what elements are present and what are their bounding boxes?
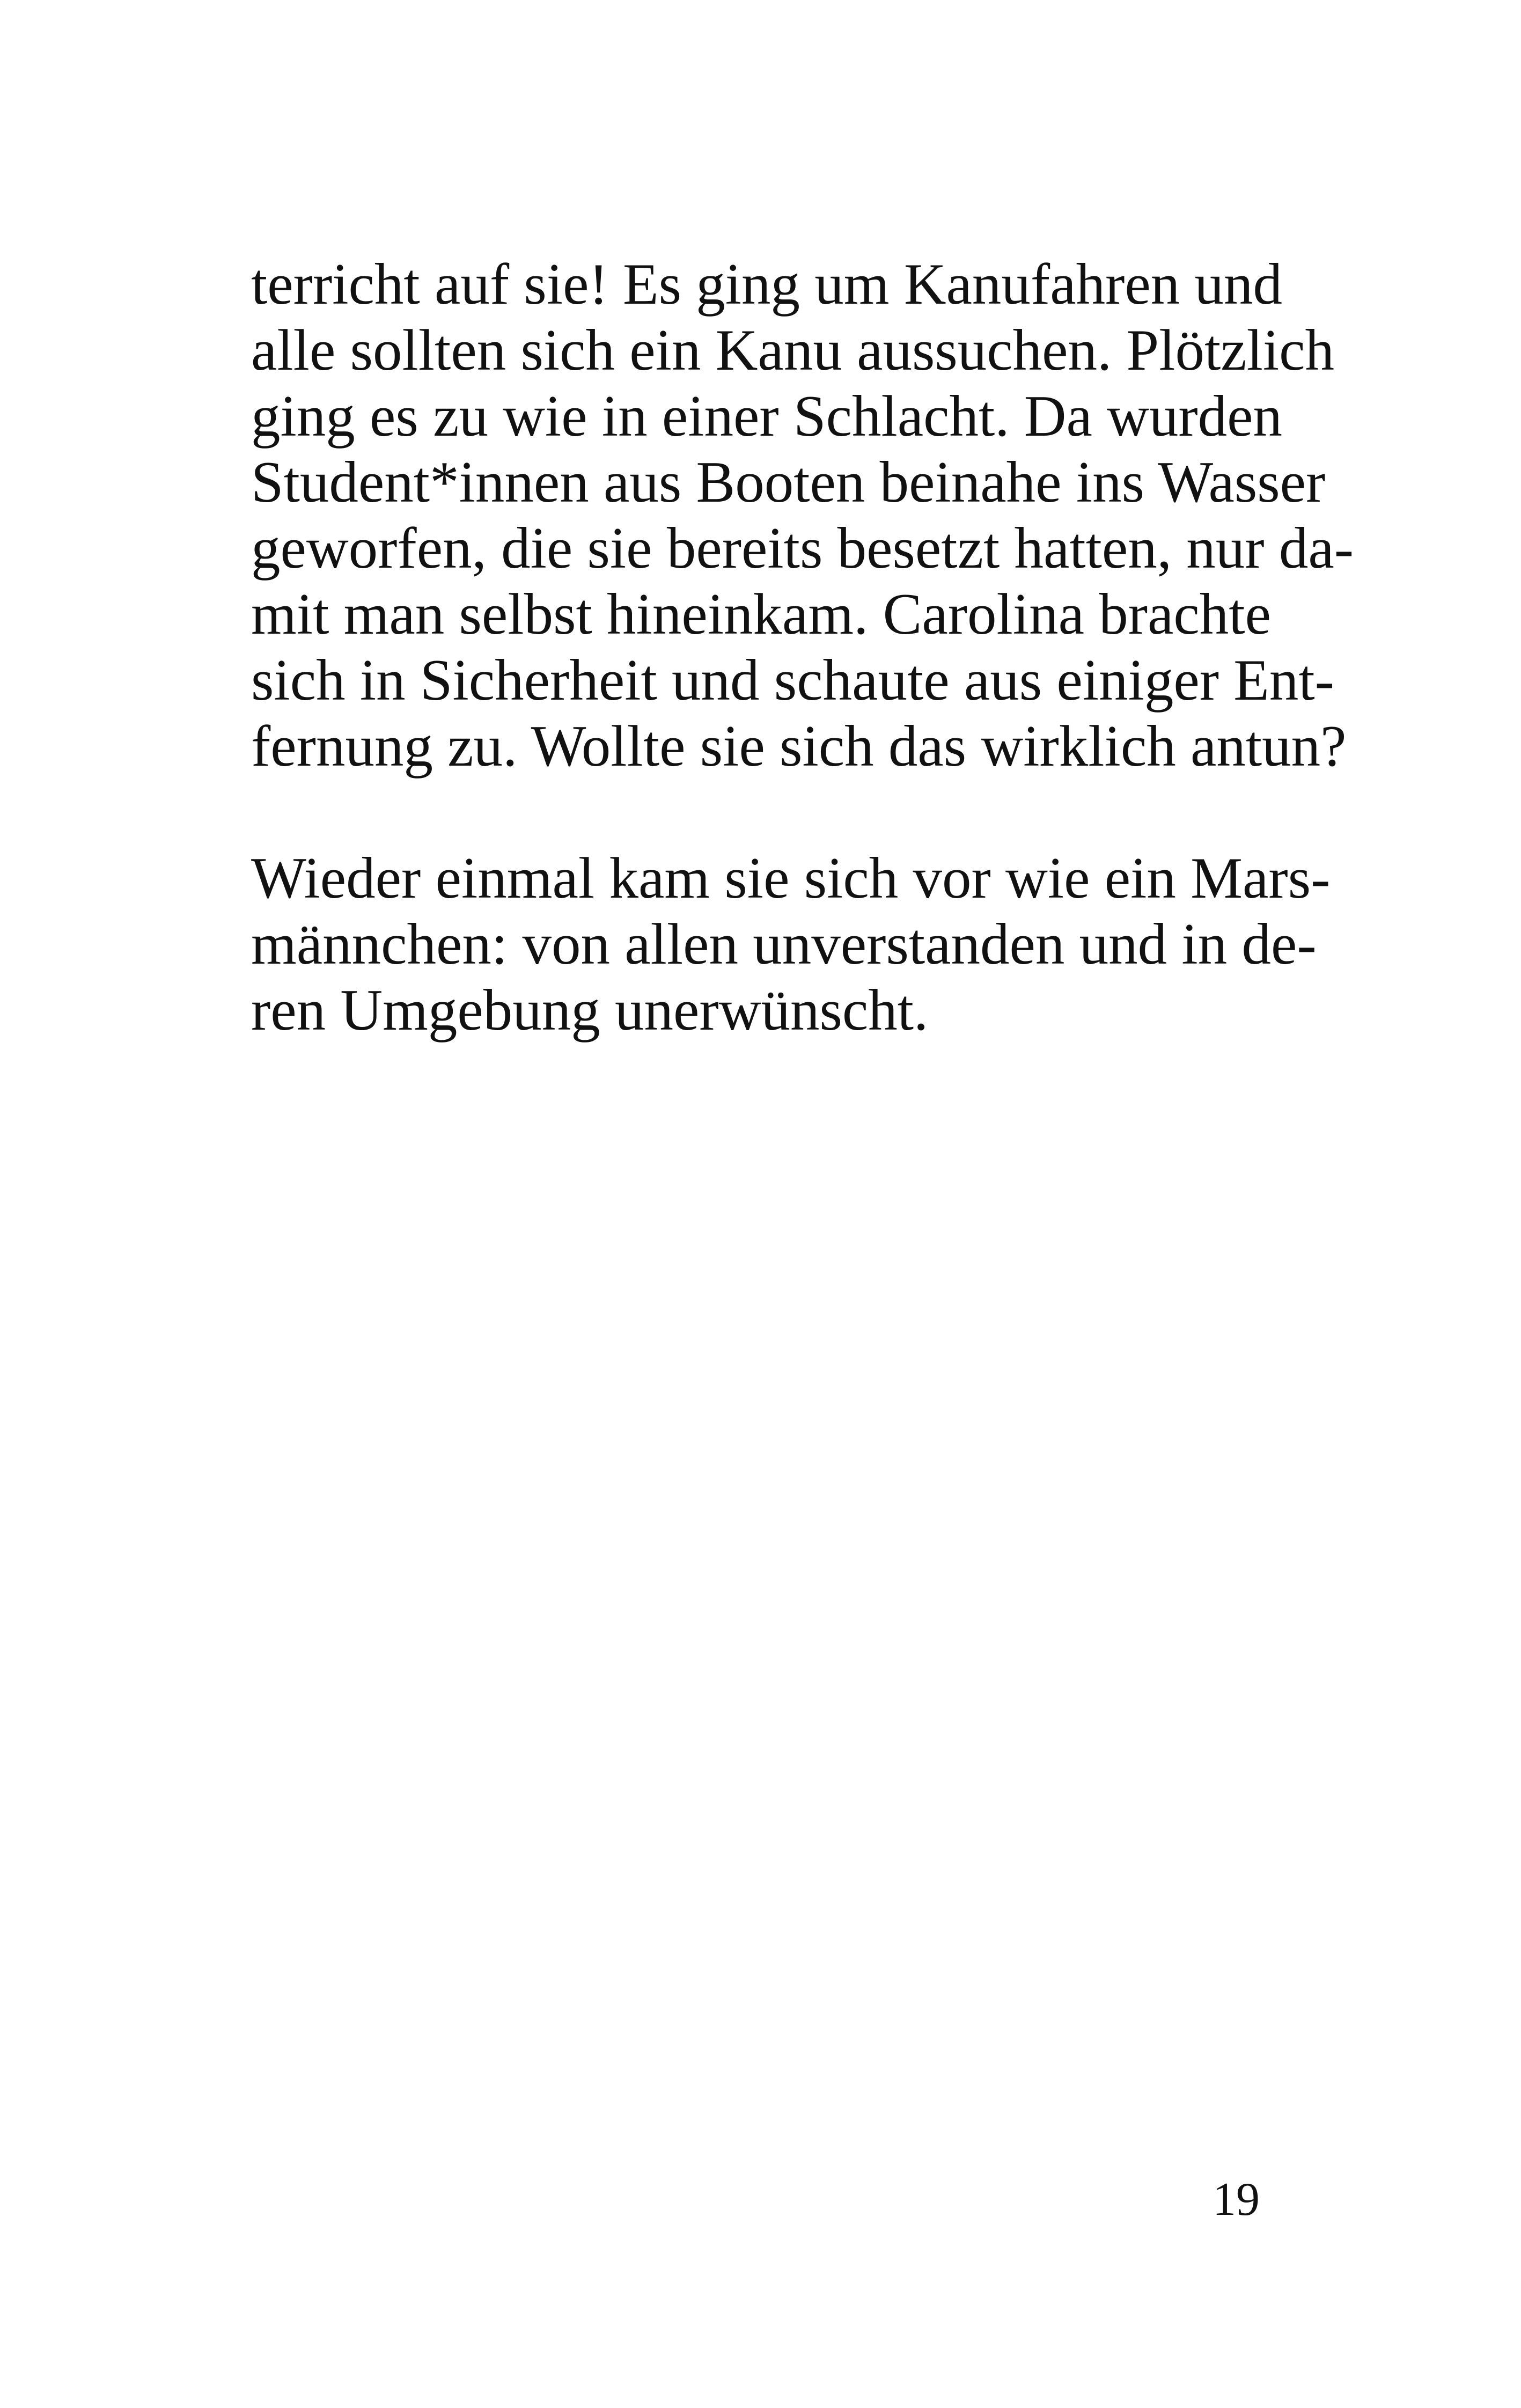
text-line: männchen: von allen unverstanden und in de-: [251, 912, 1317, 977]
text-line: ging es zu wie in einer Schlacht. Da wurden: [251, 384, 1283, 449]
page-number: 19: [1213, 2174, 1260, 2226]
text-line: fernung zu. Wollte sie sich das wirklich antun?: [251, 714, 1347, 779]
text-line: terricht auf sie! Es ging um Kanufahren und: [251, 252, 1283, 317]
paragraph-2: [251, 845, 1331, 1043]
text-line: alle sollten sich ein Kanu aussuchen. Plötzlich: [251, 318, 1335, 383]
text-line: Wieder einmal kam sie sich vor wie ein Mars-: [251, 846, 1331, 911]
text-line: sich in Sicherheit und schaute aus einiger Ent-: [251, 648, 1334, 713]
paragraph-spacer: [251, 779, 1260, 845]
text-line: mit man selbst hineinkam. Carolina brachte: [251, 582, 1271, 647]
text-line: geworfen, die sie bereits besetzt hatten, nur da-: [251, 516, 1354, 581]
text-line: ren Umgebung unerwünscht.: [251, 978, 929, 1043]
paragraph-1: [251, 251, 1354, 779]
body-text: [251, 251, 1354, 1043]
text-line: Student*innen aus Booten beinahe ins Wasser: [251, 450, 1326, 515]
